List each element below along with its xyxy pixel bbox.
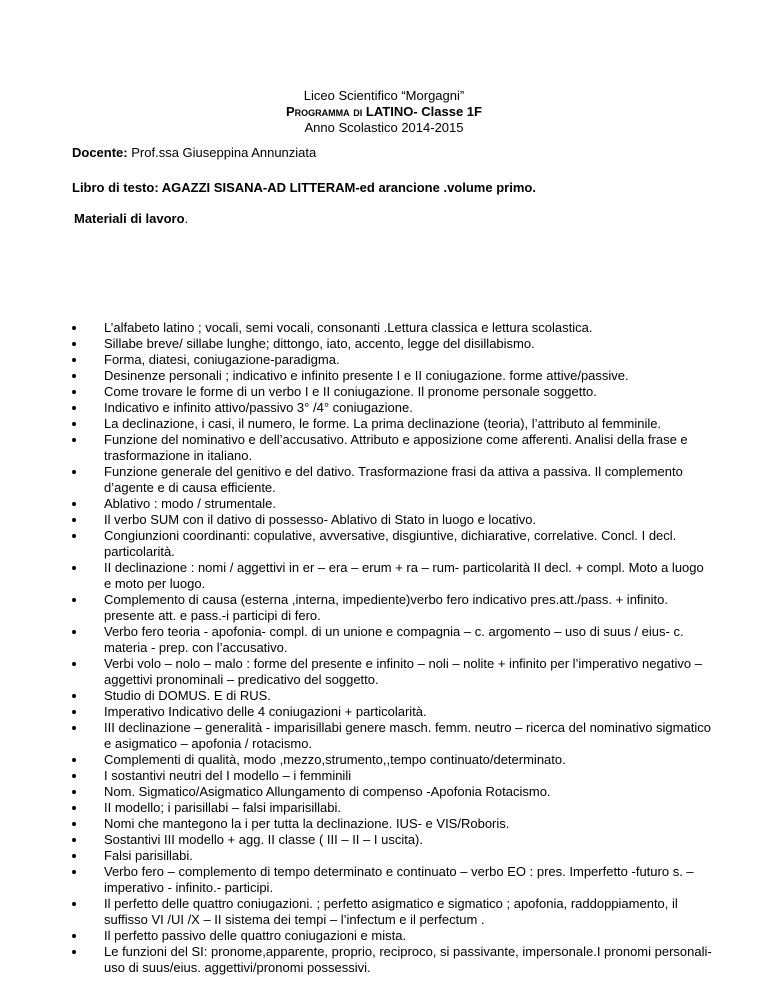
- bullet-icon: [72, 518, 76, 522]
- list-item-text: Nomi che mantegono la i per tutta la declinazione. IUS- e VIS/Roboris.: [104, 816, 510, 831]
- list-item: [72, 416, 712, 432]
- list-item: [72, 368, 712, 384]
- bullet-icon: [72, 390, 76, 394]
- textbook-line: Libro di testo: AGAZZI SISANA-AD LITTERAM-ed arancione .volume primo.: [72, 180, 536, 195]
- list-item: [72, 496, 712, 512]
- materials-suffix: .: [184, 211, 189, 226]
- list-item: [72, 688, 712, 704]
- list-item-text: Complementi di qualità, modo ,mezzo,strumento,,tempo continuato/determinato.: [104, 752, 566, 767]
- list-item: [72, 784, 712, 800]
- list-item: [72, 320, 712, 336]
- bullet-icon: [72, 694, 76, 698]
- list-item: [72, 944, 712, 976]
- bullet-icon: [72, 342, 76, 346]
- list-item: [72, 528, 712, 560]
- bullet-icon: [72, 790, 76, 794]
- teacher-line: [72, 145, 712, 161]
- list-item-text: Funzione del nominativo e dell’accusativo. Attributo e apposizione come afferenti. Analisi della frase e trasformazione in italiano.: [104, 432, 688, 463]
- list-item: [72, 400, 712, 416]
- bullet-icon: [72, 774, 76, 778]
- list-item-text: Congiunzioni coordinanti: copulative, avversative, disgiuntive, dichiarative, correlative. Concl. I decl. particolarità.: [104, 528, 677, 559]
- list-item-text: Il perfetto passivo delle quattro coniugazioni e mista.: [104, 928, 407, 943]
- list-item: [72, 896, 712, 928]
- list-item: [72, 800, 712, 816]
- list-item-text: III declinazione – generalità - imparisillabi genere masch. femm. neutro – ricerca del nominativo sigmatico e asigmatico – apofonia / rotacismo.: [104, 720, 711, 751]
- list-item-text: Sillabe breve/ sillabe lunghe; dittongo, iato, accento, legge del disillabismo.: [104, 336, 535, 351]
- bullet-icon: [72, 822, 76, 826]
- bullet-icon: [72, 566, 76, 570]
- list-item-text: La declinazione, i casi, il numero, le forme. La prima declinazione (teoria), l’attributo al femminile.: [104, 416, 662, 431]
- list-item: [72, 768, 712, 784]
- materials-heading: [74, 211, 714, 227]
- bullet-icon: [72, 502, 76, 506]
- bullet-icon: [72, 870, 76, 874]
- list-item: [72, 928, 712, 944]
- list-item: [72, 848, 712, 864]
- bullet-icon: [72, 422, 76, 426]
- bullet-icon: [72, 838, 76, 842]
- teacher-label: Docente:: [72, 145, 128, 160]
- teacher-name: Prof.ssa Giuseppina Annunziata: [127, 145, 317, 160]
- list-item-text: Funzione generale del genitivo e del dativo. Trasformazione frasi da attiva a passiva. Il complemento d’agente e di causa efficiente.: [104, 464, 683, 495]
- bullet-icon: [72, 534, 76, 538]
- bullet-icon: [72, 598, 76, 602]
- list-item-text: Imperativo Indicativo delle 4 coniugazioni + particolarità.: [104, 704, 427, 719]
- list-item-text: L’alfabeto latino ; vocali, semi vocali, consonanti .Lettura classica e lettura scolastica.: [104, 320, 593, 335]
- list-item-text: Verbo fero – complemento di tempo determinato e continuato – verbo EO : pres. Imperfetto -futuro s. –imperativo - infinito.- participi.: [104, 864, 694, 895]
- bullet-icon: [72, 630, 76, 634]
- bullet-icon: [72, 806, 76, 810]
- bullet-icon: [72, 662, 76, 666]
- bullet-icon: [72, 406, 76, 410]
- school-name: Liceo Scientifico “Morgagni”: [303, 88, 465, 103]
- list-item-text: Forma, diatesi, coniugazione-paradigma.: [104, 352, 340, 367]
- list-item: [72, 656, 712, 688]
- bullet-icon: [72, 438, 76, 442]
- list-item-text: Falsi parisillabi.: [104, 848, 193, 863]
- list-item: [72, 352, 712, 368]
- bullet-icon: [72, 358, 76, 362]
- list-item-text: II declinazione : nomi / aggettivi in er – era – erum + ra – rum- particolarità II decl. + compl. Moto a luogo e moto per luogo.: [104, 560, 704, 591]
- list-item: [72, 384, 712, 400]
- bullet-icon: [72, 950, 76, 954]
- list-item-text: Le funzioni del SI: pronome,apparente, proprio, reciproco, si passivante, impersonale.I pronomi personali-uso di suus/eius. aggettivi/pronomi possessivi.: [104, 944, 712, 975]
- list-item-text: Verbo fero teoria - apofonia- compl. di un unione e compagnia – c. argomento – uso di suus / eius- c. materia - prep. con l’accusativo.: [104, 624, 684, 655]
- bullet-icon: [72, 902, 76, 906]
- subject-class: LATINO- Classe 1F: [365, 104, 482, 119]
- bullet-icon: [72, 326, 76, 330]
- list-item: [72, 560, 712, 592]
- bullet-icon: [72, 374, 76, 378]
- list-item-text: Sostantivi III modello + agg. II classe ( III – II – I uscita).: [104, 832, 424, 847]
- list-item: [72, 752, 712, 768]
- list-item: [72, 816, 712, 832]
- list-item-text: Nom. Sigmatico/Asigmatico Allungamento di compenso -Apofonia Rotacismo.: [104, 784, 551, 799]
- bullet-icon: [72, 934, 76, 938]
- list-item-text: Il perfetto delle quattro coniugazioni. ; perfetto asigmatico e sigmatico ; apofonia, raddoppiamento, il suffisso VI /UI /X – II sistema dei tempi – l’infectum e il perfectum .: [104, 896, 678, 927]
- bullet-icon: [72, 854, 76, 858]
- topic-list: [72, 320, 712, 976]
- list-item: [72, 336, 712, 352]
- list-item: [72, 704, 712, 720]
- school-year: Anno Scolastico 2014-2015: [304, 120, 464, 135]
- bullet-icon: [72, 758, 76, 762]
- document-header: [0, 88, 768, 136]
- bullet-icon: [72, 710, 76, 714]
- list-item-text: I sostantivi neutri del I modello – i femminili: [104, 768, 352, 783]
- bullet-icon: [72, 726, 76, 730]
- list-item-text: Come trovare le forme di un verbo I e II coniugazione. Il pronome personale soggetto.: [104, 384, 597, 399]
- list-item-text: II modello; i parisillabi – falsi imparisillabi.: [104, 800, 341, 815]
- list-item-text: Il verbo SUM con il dativo di possesso- Ablativo di Stato in luogo e locativo.: [104, 512, 537, 527]
- list-item-text: Indicativo e infinito attivo/passivo 3° /4° coniugazione.: [104, 400, 413, 415]
- list-item: [72, 432, 712, 464]
- list-item: [72, 624, 712, 656]
- list-item-text: Complemento di causa (esterna ,interna, impediente)verbo fero indicativo pres.att./pass. + infinito. presente att. e pass.-i participi di fero.: [104, 592, 668, 623]
- list-item: [72, 720, 712, 752]
- list-item: [72, 592, 712, 624]
- list-item: [72, 832, 712, 848]
- list-item: [72, 864, 712, 896]
- list-item-text: Verbi volo – nolo – malo : forme del presente e infinito – noli – nolite + infinito per l’imperativo negativo – aggettivi pronominali – predicativo del soggetto.: [104, 656, 702, 687]
- list-item-text: Ablativo : modo / strumentale.: [104, 496, 276, 511]
- list-item: [72, 464, 712, 496]
- program-label: Programma di: [286, 104, 366, 119]
- program-title: [0, 104, 768, 120]
- list-item: [72, 512, 712, 528]
- bullet-icon: [72, 470, 76, 474]
- materials-label: Materiali di lavoro: [74, 211, 185, 226]
- list-item-text: Desinenze personali ; indicativo e infinito presente I e II coniugazione. forme attive/passive.: [104, 368, 629, 383]
- list-item-text: Studio di DOMUS. E di RUS.: [104, 688, 271, 703]
